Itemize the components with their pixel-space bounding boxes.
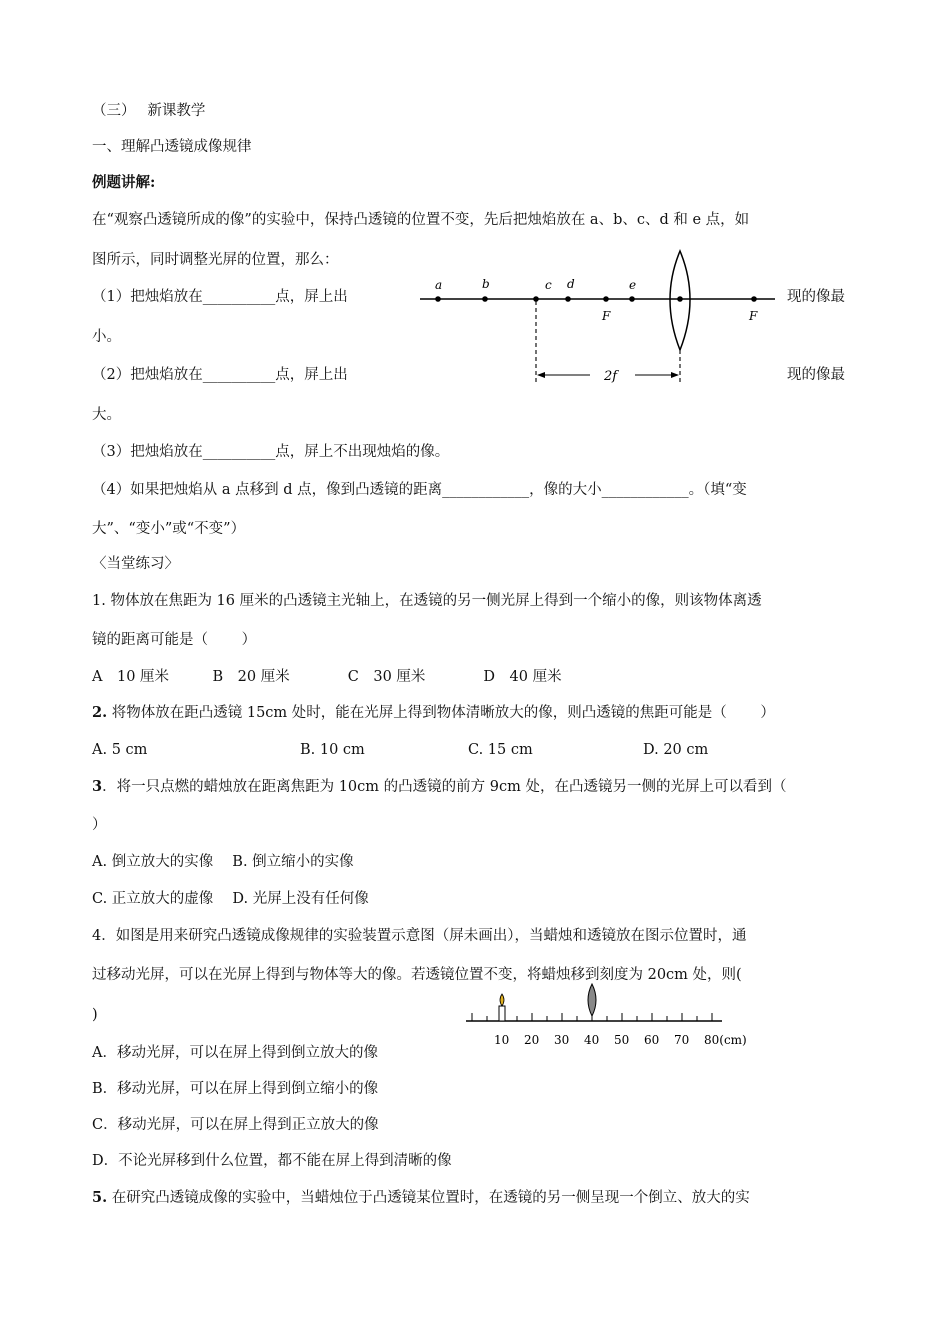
practice-q2-option-d: D. 20 cm [643,742,709,758]
scale-label: 60 [644,1033,660,1047]
scale-label: 70 [674,1033,690,1047]
point-d [565,296,571,302]
practice-q2 [92,703,775,723]
dimension-label: 2f [604,369,618,384]
candle-flame-icon [500,994,504,1006]
lens-figure [410,245,785,390]
label-e: e [629,278,637,292]
practice-q5 [92,1188,750,1208]
practice-q1-line-2: 镜的距离可能是（ ） [92,632,257,648]
practice-q2-text: 将物体放在距凸透镜 15cm 处时，能在光屏上得到物体清晰放大的像，则凸透镜的焦距可能是（ ） [107,705,775,721]
example-q4-line-1: （4）如果把烛焰从 a 点移到 d 点，像到凸透镜的距离____________，像的大小____________。（填“变 [92,482,747,498]
candle [499,994,505,1021]
practice-q3 [92,777,786,797]
practice-q4-close: ) [92,1007,98,1023]
example-q1-tail: 小。 [92,329,121,345]
point-f-left [603,296,609,302]
practice-q2-option-b: B. 10 cm [300,742,365,758]
practice-q3-close: ） [92,817,107,833]
label-a: a [435,278,443,292]
practice-q4-option-d: D．不论光屏移到什么位置，都不能在屏上得到清晰的像 [92,1153,452,1169]
scale-label: 40 [584,1033,600,1047]
practice-q5-number: 5. [92,1189,108,1206]
practice-q4-option-c: C．移动光屏，可以在屏上得到正立放大的像 [92,1117,379,1133]
section-heading: （三） 新课教学 [92,103,206,119]
practice-q4-line-2: 过移动光屏，可以在光屏上得到与物体等大的像。若透镜位置不变，将蜡烛移到刻度为 20cm 处，则( [92,967,742,983]
example-q2-left: （2）把烛焰放在__________点，屏上出 [92,367,348,383]
scale-label: 10 [494,1033,510,1047]
practice-q1-line-1: 1. 物体放在焦距为 16 厘米的凸透镜主光轴上，在透镜的另一侧光屏上得到一个缩小的像，则该物体离透 [92,593,762,609]
example-q1-left: （1）把烛焰放在__________点，屏上出 [92,289,348,305]
practice-q4-line-1: 4．如图是用来研究凸透镜成像规律的实验装置示意图（屏未画出），当蜡烛和透镜放在图示位置时，通 [92,928,747,944]
point-a [435,296,441,302]
scale-label: 50 [614,1033,630,1047]
optical-bench-figure [460,978,755,1050]
example-intro-line-1: 在“观察凸透镜所成的像”的实验中，保持凸透镜的位置不变，先后把烛焰放在 a、b、c、d 和 e 点，如 [92,212,750,228]
practice-q4-option-a: A．移动光屏，可以在屏上得到倒立放大的像 [92,1045,378,1061]
practice-label: 〈当堂练习〉 [92,556,179,572]
example-q1-right: 现的像最 [787,289,845,305]
example-intro-line-2: 图所示，同时调整光屏的位置，那么： [92,252,339,268]
example-q3: （3）把烛焰放在__________点，屏上不出现烛焰的像。 [92,444,450,460]
label-focus-right: F [749,309,758,323]
practice-q3-options-cd: C. 正立放大的虚像 D. 光屏上没有任何像 [92,891,369,907]
point-f-right [751,296,757,302]
dimension-arrow-right [671,372,679,378]
scale-label: 20 [524,1033,540,1047]
practice-q1-options: A 10 厘米 B 20 厘米 C 30 厘米 D 40 厘米 [92,669,562,685]
example-q2-tail: 大。 [92,407,121,423]
example-q2-right: 现的像最 [787,367,845,383]
point-e [629,296,635,302]
bench-lens-shape [588,984,596,1016]
label-focus-left: F [602,309,611,323]
label-c: c [545,278,552,292]
practice-q5-text: 在研究凸透镜成像的实验中，当蜡烛位于凸透镜某位置时，在透镜的另一侧呈现一个倒立、放大的实 [107,1190,750,1206]
practice-q3-number: 3 [92,778,103,795]
practice-q3-text: ．将一只点燃的蜡烛放在距离焦距为 10cm 的凸透镜的前方 9cm 处，在凸透镜另一侧的光屏上可以看到（ [102,779,787,795]
scale-label: 30 [554,1033,570,1047]
point-c [533,296,539,302]
section-subheading: 一、理解凸透镜成像规律 [92,139,252,155]
scale-label: 80(cm) [704,1033,747,1047]
dimension-arrow-left [537,372,545,378]
practice-q2-number: 2. [92,704,108,721]
label-d: d [567,277,575,291]
candle-body [499,1006,505,1021]
scale-labels [494,1033,747,1047]
point-b [482,296,488,302]
practice-q3-options-ab: A. 倒立放大的实像 B. 倒立缩小的实像 [92,854,354,870]
bench-lens [588,984,596,1021]
practice-q2-option-a: A. 5 cm [92,742,148,758]
label-b: b [482,277,490,291]
practice-q4-option-b: B．移动光屏，可以在屏上得到倒立缩小的像 [92,1081,379,1097]
example-q4-line-2: 大”、“变小”或“不变”） [92,521,246,537]
lens-center [677,296,683,302]
practice-q2-option-c: C. 15 cm [468,742,533,758]
example-label: 例题讲解: [92,174,156,191]
